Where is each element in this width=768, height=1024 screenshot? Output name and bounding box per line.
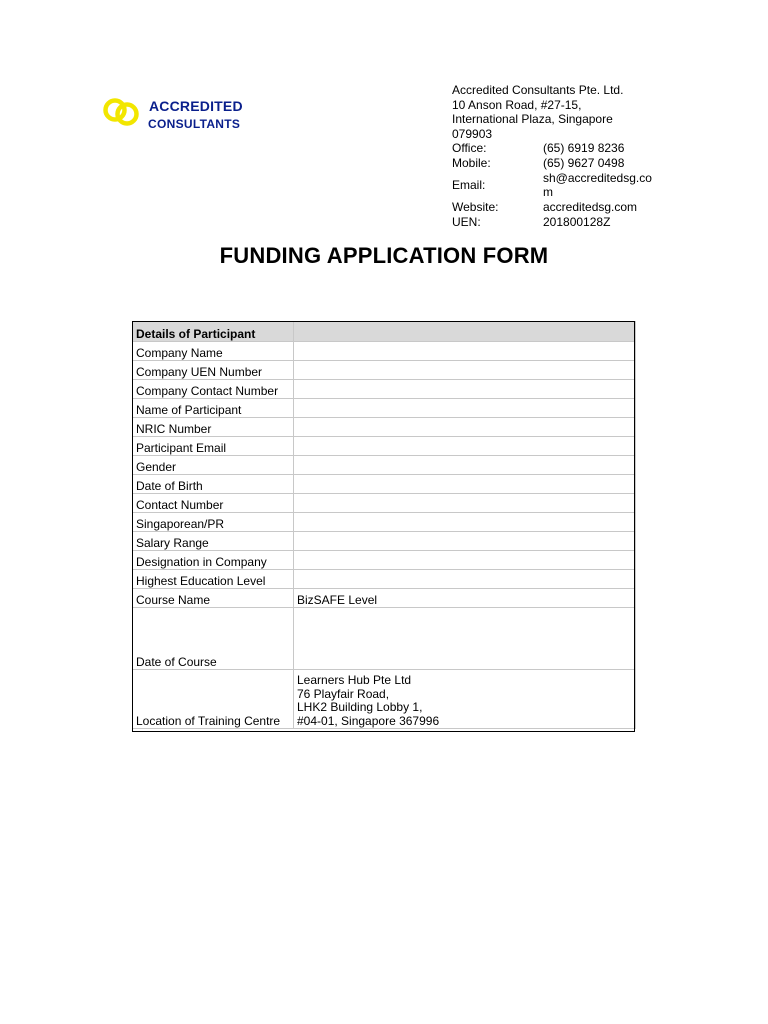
logo-line1: ACCREDITED [149, 98, 243, 114]
table-header: Details of Participant [133, 322, 294, 342]
uen-row [452, 215, 667, 230]
address-line3: 079903 [452, 126, 493, 141]
row-value[interactable] [294, 551, 636, 570]
row-label: Designation in Company [133, 551, 294, 570]
table-row [133, 551, 636, 570]
row-label: Name of Participant [133, 399, 294, 418]
row-value[interactable] [294, 475, 636, 494]
row-label: Gender [133, 456, 294, 475]
row-value[interactable] [294, 456, 636, 475]
website-row [452, 200, 667, 215]
table-row [133, 437, 636, 456]
row-label: Salary Range [133, 532, 294, 551]
row-label: Highest Education Level [133, 570, 294, 589]
email-value: sh@accreditedsg.com [543, 171, 652, 199]
row-value[interactable] [294, 418, 636, 437]
company-logo [103, 95, 263, 135]
address-line2: International Plaza, Singapore [452, 112, 613, 126]
row-value[interactable] [294, 608, 636, 670]
table-row [133, 342, 636, 361]
page-title: FUNDING APPLICATION FORM [219, 243, 549, 268]
location-line: 76 Playfair Road, [297, 686, 390, 701]
row-value[interactable] [294, 361, 636, 380]
row-label: Company Contact Number [133, 380, 294, 399]
website-value: accreditedsg.com [543, 200, 638, 214]
table-row [133, 608, 636, 670]
uen-label: UEN: [452, 214, 481, 229]
email-label: Email: [452, 177, 486, 192]
row-label: Singaporean/PR [133, 513, 294, 532]
row-label: Contact Number [133, 494, 294, 513]
row-value[interactable] [294, 437, 636, 456]
address-line1: 10 Anson Road, #27-15, [452, 97, 582, 112]
row-value[interactable]: BizSAFE Level [294, 589, 636, 608]
location-line: #04-01, Singapore 367996 [297, 713, 440, 728]
location-address [294, 670, 636, 729]
location-line: LHK2 Building Lobby 1, [297, 700, 423, 714]
website-label: Website: [452, 200, 499, 214]
table-row-location [133, 670, 636, 729]
row-value[interactable] [294, 399, 636, 418]
office-label: Office: [452, 141, 487, 155]
table-row [133, 456, 636, 475]
row-value[interactable] [294, 570, 636, 589]
office-value: (65) 6919 8236 [543, 141, 625, 155]
table-row [133, 513, 636, 532]
row-value[interactable] [294, 513, 636, 532]
mobile-row [452, 156, 667, 171]
participant-details-table [132, 321, 636, 729]
row-value[interactable] [294, 380, 636, 399]
row-value[interactable] [294, 532, 636, 551]
row-label: Company Name [133, 342, 294, 361]
row-label: Company UEN Number [133, 361, 294, 380]
table-row [133, 475, 636, 494]
office-row [452, 141, 667, 156]
linked-rings-icon [103, 95, 147, 131]
row-label: Participant Email [133, 437, 294, 456]
logo-line2: CONSULTANTS [148, 117, 241, 131]
row-label: Course Name [133, 589, 294, 608]
table-row [133, 380, 636, 399]
mobile-value: (65) 9627 0498 [543, 155, 625, 170]
row-label: Location of Training Centre [133, 670, 294, 729]
table-row [133, 494, 636, 513]
table-row [133, 418, 636, 437]
email-row [452, 171, 667, 199]
location-line: Learners Hub Pte Ltd [297, 673, 412, 687]
table-row [133, 532, 636, 551]
row-value[interactable] [294, 342, 636, 361]
row-label: NRIC Number [133, 418, 294, 437]
row-value[interactable] [294, 494, 636, 513]
row-label: Date of Birth [133, 475, 294, 494]
contact-block [452, 83, 667, 229]
table-row [133, 361, 636, 380]
table-row [133, 570, 636, 589]
table-row [133, 399, 636, 418]
table-row [133, 589, 636, 608]
company-name: Accredited Consultants Pte. Ltd. [452, 83, 624, 97]
row-label: Date of Course [133, 608, 294, 670]
table-header-blank [294, 322, 636, 342]
uen-value: 201800128Z [543, 214, 611, 229]
mobile-label: Mobile: [452, 155, 491, 170]
table-header-row [133, 322, 636, 342]
